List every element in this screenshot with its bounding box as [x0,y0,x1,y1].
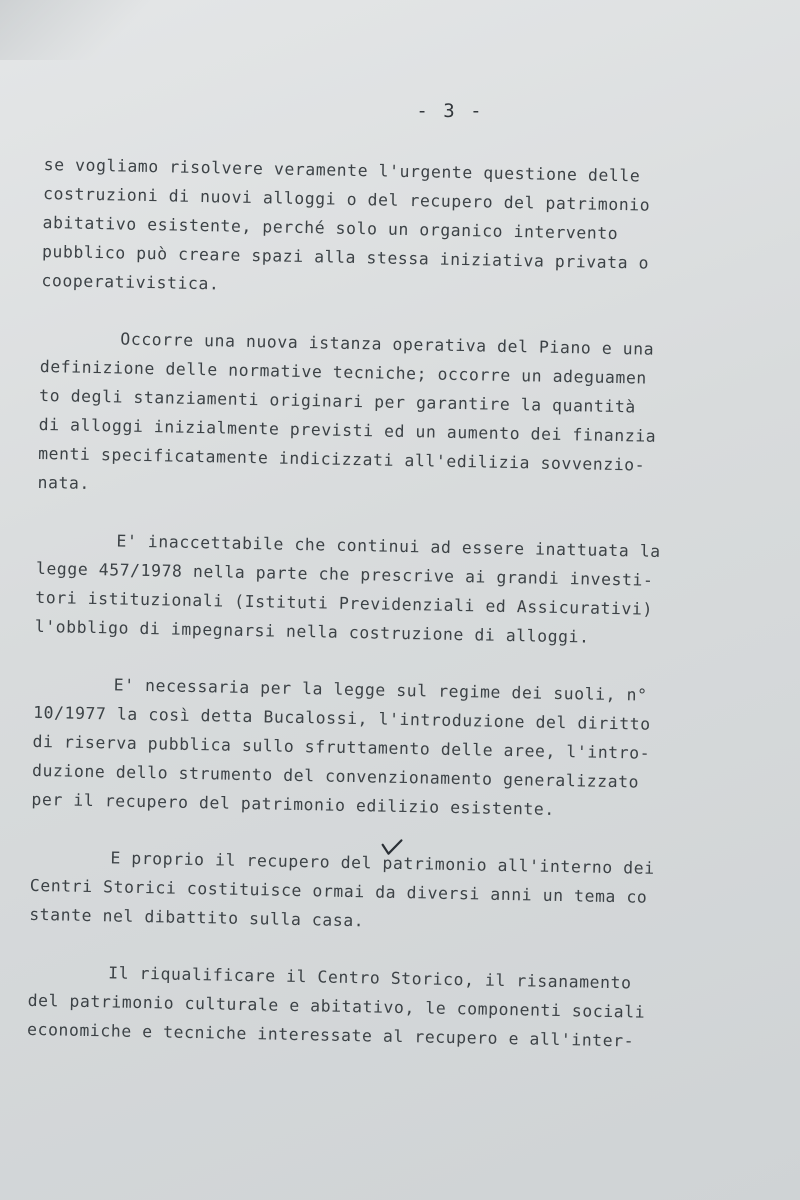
text-line: del patrimonio culturale e abitativo, le componenti sociali [27,990,646,1022]
text-line: tori istituzionali (Istituti Previdenziali ed Assicurativi) [35,587,654,619]
text-line: nata. [37,472,91,493]
text-line: definizione delle normative tecniche; occorre un adeguamen [39,356,648,388]
text-line: E proprio il recupero del patrimonio all'interno dei [110,848,655,878]
text-line: E' inaccettabile che continui ad essere inattuata la [116,531,661,561]
text-line: se vogliamo risolvere veramente l'urgente questione delle [43,154,641,186]
text-line: Il riqualificare il Centro Storico, il risanamento [108,963,632,993]
text-line: 10/1977 la così detta Bucalossi, l'introduzione del diritto [33,702,651,734]
text-line: costruzioni di nuovi alloggi o del recupero del patrimonio [42,183,651,215]
paragraph [37,323,740,510]
text-line: economiche e tecniche interessate al recupero e all'inter- [26,1019,635,1051]
body-text [26,150,744,1085]
text-line: l'obbligo di impegnarsi nella costruzione di alloggi. [34,616,590,647]
paragraph [27,957,729,1057]
text-line: di riserva pubblica sullo sfruttamento delle aree, l'intro- [32,731,651,763]
text-line: stante nel dibattito sulla casa. [29,904,365,931]
text-line: pubblico può creare spazi alla stessa iniziativa privata o [41,241,650,273]
page-number: - 3 - [416,100,484,122]
text-line: Occorre una nuova istanza operativa del Piano e una [120,329,655,359]
text-line: E' necessaria per la legge sul regime dei suoli, n° [113,675,648,705]
text-line: cooperativistica. [41,270,220,294]
paragraph [31,669,734,827]
text-line: per il recupero del patrimonio edilizio esistente. [31,789,556,819]
text-line: legge 457/1978 nella parte che prescrive ai grandi investi- [35,558,654,590]
text-line: duzione dello strumento del convenzionamento generalizzato [31,760,640,792]
text-line: abitativo esistente, perché solo un organico intervento [42,212,619,244]
paragraph [41,150,744,308]
text-line: di alloggi inizialmente previsti ed un aumento dei finanzia [38,414,657,446]
text-line: Centri Storici costituisce ormai da diversi anni un tema co [29,875,648,907]
paragraph [35,525,737,654]
page-fold-shadow [0,0,160,60]
handwritten-checkmark-icon [378,836,403,865]
text-line: menti specificatamente indicizzati all'edilizia sovvenzio- [37,443,646,475]
text-line: to degli stanziamenti originari per garantire la quantità [39,385,637,417]
